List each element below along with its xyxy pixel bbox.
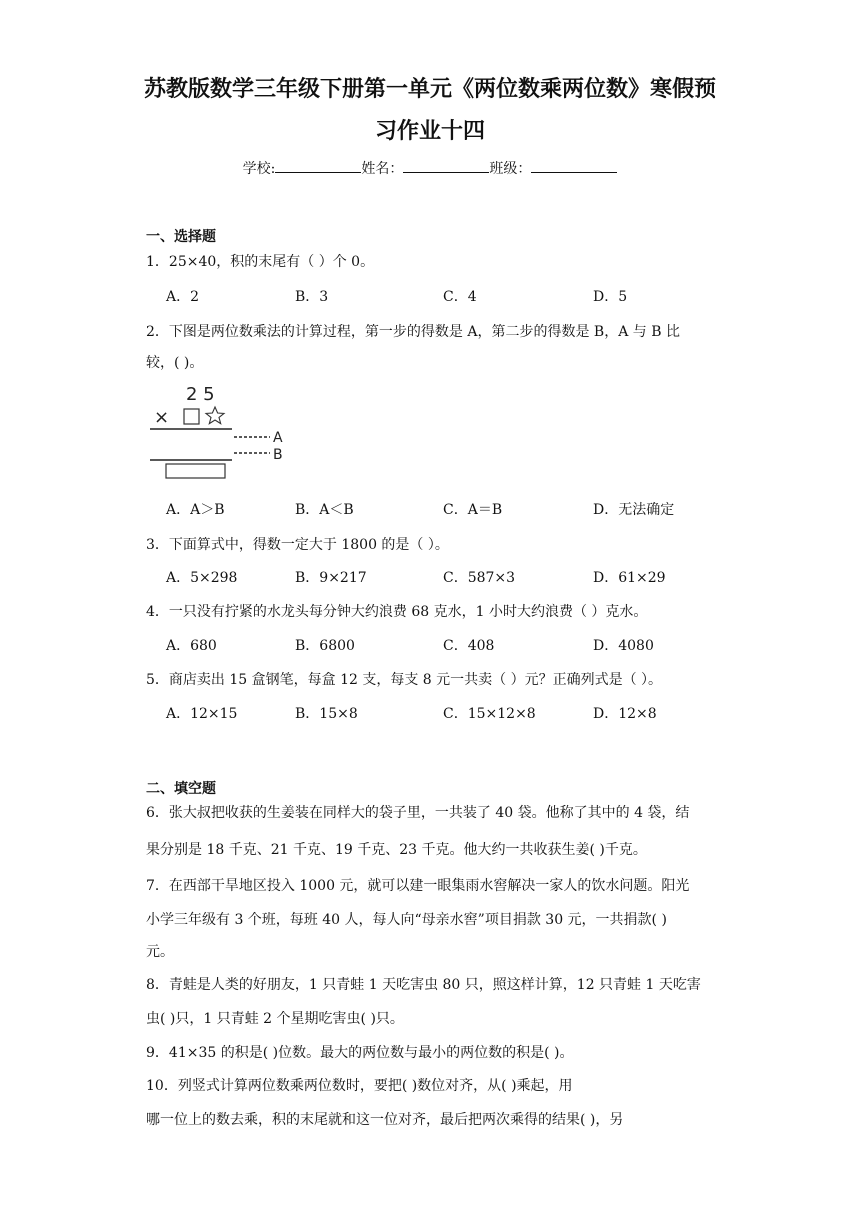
title-line-1: 苏教版数学三年级下册第一单元《两位数乘两位数》寒假预 xyxy=(143,77,716,102)
figure-digits: 2 5 xyxy=(186,384,215,405)
question-1: 1．25×40，积的末尾有（ ）个 0。 xyxy=(146,254,375,270)
question-6-line-2: 果分别是 18 千克、21 千克、19 千克、23 千克。他大约一共收获生姜( )千克。 xyxy=(146,842,647,858)
q5-option-d[interactable]: D．12×8 xyxy=(593,706,657,722)
question-8-line-1: 8．青蛙是人类的好朋友，1 只青蛙 1 天吃害虫 80 只，照这样计算，12 只青蛙 1 天吃害 xyxy=(146,977,701,993)
q3-option-c[interactable]: C．587×3 xyxy=(443,570,516,586)
q3-option-b[interactable]: B．9×217 xyxy=(295,570,367,586)
question-10-line-1: 10．列竖式计算两位数乘两位数时，要把( )数位对齐，从( )乘起，用 xyxy=(146,1078,573,1094)
class-label: 班级： xyxy=(489,161,532,177)
question-7-line-3: 元。 xyxy=(146,944,174,960)
q5-option-c[interactable]: C．15×12×8 xyxy=(443,706,536,722)
question-10-line-2: 哪一位上的数去乘，积的末尾就和这一位对齐，最后把两次乘得的结果( )，另 xyxy=(146,1112,624,1128)
question-8-line-2: 虫( )只，1 只青蛙 2 个星期吃害虫( )只。 xyxy=(146,1011,404,1027)
question-7-line-2: 小学三年级有 3 个班，每班 40 人，每人向“母亲水窖”项目捐款 30 元，一共捐款( ) xyxy=(146,912,667,928)
q2-option-c[interactable]: C．A＝B xyxy=(443,502,503,518)
q5-option-a[interactable]: A．12×15 xyxy=(166,706,238,722)
section-choice-heading: 一、选择题 xyxy=(146,229,216,245)
student-info xyxy=(0,159,860,178)
figure-answer-box xyxy=(166,464,225,478)
figure-label-b: B xyxy=(273,447,283,463)
star-icon xyxy=(206,407,224,424)
q3-option-a[interactable]: A．5×298 xyxy=(166,570,238,586)
question-9: 9．41×35 的积是( )位数。最大的两位数与最小的两位数的积是( )。 xyxy=(146,1045,574,1061)
q4-option-c[interactable]: C．408 xyxy=(443,638,495,654)
figure-label-a: A xyxy=(273,430,283,446)
q2-option-b[interactable]: B．A＜B xyxy=(295,502,354,518)
multiplication-figure xyxy=(146,382,296,482)
question-3: 3．下面算式中，得数一定大于 1800 的是（ ）。 xyxy=(146,537,449,553)
figure-square xyxy=(184,409,199,424)
school-label: 学校: xyxy=(242,161,276,177)
q1-option-d[interactable]: D．5 xyxy=(593,289,628,305)
question-5: 5．商店卖出 15 盒钢笔，每盒 12 支，每支 8 元一共卖（ ）元？正确列式是（ ）。 xyxy=(146,672,663,688)
q4-option-b[interactable]: B．6800 xyxy=(295,638,355,654)
q2-option-d[interactable]: D．无法确定 xyxy=(593,502,675,518)
question-2-line-1: 2．下图是两位数乘法的计算过程，第一步的得数是 A，第二步的得数是 B，A 与 B 比 xyxy=(146,324,680,340)
q1-option-b[interactable]: B．3 xyxy=(295,289,329,305)
school-blank[interactable] xyxy=(275,159,361,173)
question-2-line-2: 较，( )。 xyxy=(146,355,204,371)
q2-option-a[interactable]: A．A＞B xyxy=(166,502,225,518)
title-line-2: 习作业十四 xyxy=(374,119,485,144)
q3-option-d[interactable]: D．61×29 xyxy=(593,570,666,586)
section-fill-heading: 二、填空题 xyxy=(146,781,216,797)
class-blank[interactable] xyxy=(531,159,617,173)
q1-option-c[interactable]: C．4 xyxy=(443,289,477,305)
q4-option-d[interactable]: D．4080 xyxy=(593,638,654,654)
q5-option-b[interactable]: B．15×8 xyxy=(295,706,358,722)
question-6-line-1: 6．张大叔把收获的生姜装在同样大的袋子里，一共装了 40 袋。他称了其中的 4 袋，结 xyxy=(146,805,690,821)
question-7-line-1: 7．在西部干旱地区投入 1000 元，就可以建一眼集雨水窖解决一家人的饮水问题。阳光 xyxy=(146,878,690,894)
name-label: 姓名： xyxy=(361,161,404,177)
name-blank[interactable] xyxy=(403,159,489,173)
figure-times-sign: × xyxy=(154,407,170,428)
question-4: 4．一只没有拧紧的水龙头每分钟大约浪费 68 克水，1 小时大约浪费（ ）克水。 xyxy=(146,604,648,620)
q1-option-a[interactable]: A．2 xyxy=(166,289,200,305)
q4-option-a[interactable]: A．680 xyxy=(166,638,217,654)
